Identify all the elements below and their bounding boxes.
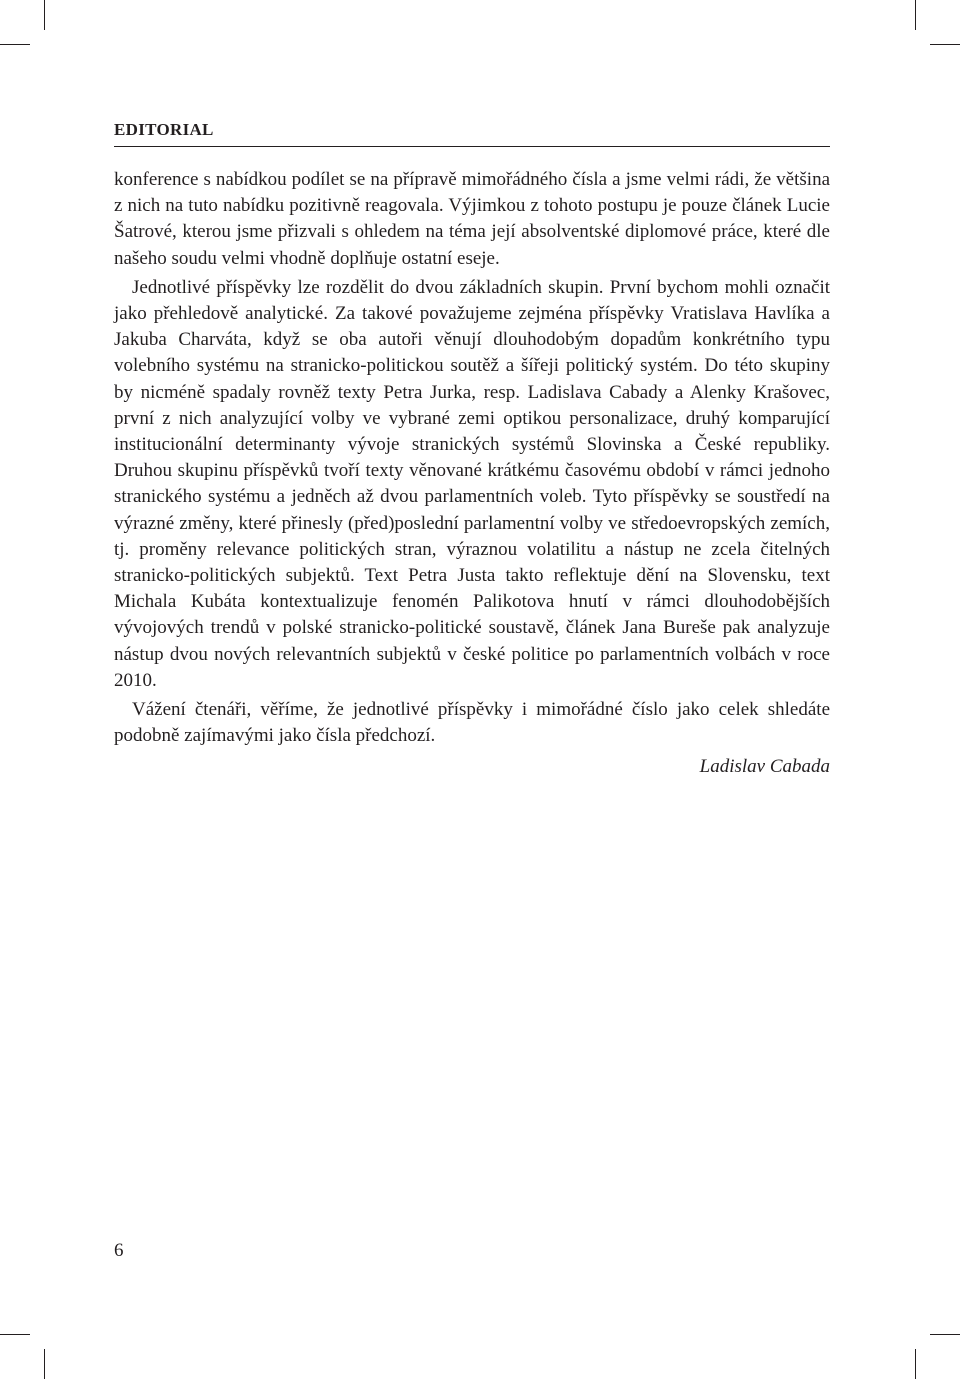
crop-mark-bottom-left <box>44 1349 45 1379</box>
paragraph-2: Jednotlivé příspěvky lze rozdělit do dvou základních skupin. První bychom mohli označit jako přehledově analytické. Za takové považujeme zejména příspěvky Vratislava Havlíka a Jakuba Charváta, když se oba autoři věnují dlouhodobým dopadům konkrétního typu volebního systému na stranicko-politickou soutěž a šířeji politický systém. Do této skupiny by nicméně spadaly rovněž texty Petra Jurka, resp. Ladislava Cabady a Alenky Krašovec, první z nich analyzující volby ve vybrané zemi optikou personalizace, druhý komparující institucionální determinanty vývoje stranických systémů Slovinska a České republiky. Druhou skupinu příspěvků tvoří texty věnované krátkému časovému období v rámci jednoho stranického systému a jedněch až dvou parlamentních voleb. Tyto příspěvky se soustředí na výrazné změny, které přinesly (před)poslední parlamentní volby ve středoevropských zemích, tj. proměny relevance politických stran, výraznou volatilitu a nástup ne zcela čitelných stranicko-politických subjektů. Text Petra Justa takto reflektuje dění na Slovensku, text Michala Kubáta kontextualizuje fenomén Palikotova hnutí v rámci dlouhodobějších vývojových trendů v polské stranicko-politické soustavě, článek Jana Bureše pak analyzuje nástup dvou nových relevantních subjektů v české politice po parlamentních volbách v roce 2010. <box>114 276 830 691</box>
article-body <box>114 167 830 781</box>
crop-mark-bottom-right <box>915 1349 916 1379</box>
crop-mark-bottom-left-h <box>0 1334 30 1335</box>
crop-mark-top-left <box>44 0 45 30</box>
crop-mark-top-right-h <box>930 44 960 45</box>
paragraph-3: Vážení čtenáři, věříme, že jednotlivé příspěvky i mimořádné číslo jako celek shledáte podobně zajímavými jako čísla předchozí. <box>114 699 830 747</box>
page-number: 6 <box>114 1240 124 1261</box>
header-rule <box>114 146 830 147</box>
crop-mark-top-right <box>915 0 916 30</box>
author-signature: Ladislav Cabada <box>699 756 830 778</box>
crop-mark-bottom-right-h <box>930 1334 960 1335</box>
paragraph-1: konference s nabídkou podílet se na přípravě mimořádného čísla a jsme velmi rádi, že většina z nich na tuto nabídku pozitivně reagovala. Výjimkou z tohoto postupu je pouze článek Lucie Šatrové, kterou jsme přizvali s ohledem na téma její absolventské diplomové práce, které dle našeho soudu velmi vhodně doplňuje ostatní eseje. <box>114 169 830 269</box>
crop-mark-top-left-h <box>0 44 30 45</box>
running-header: EDITORIAL <box>114 120 214 139</box>
